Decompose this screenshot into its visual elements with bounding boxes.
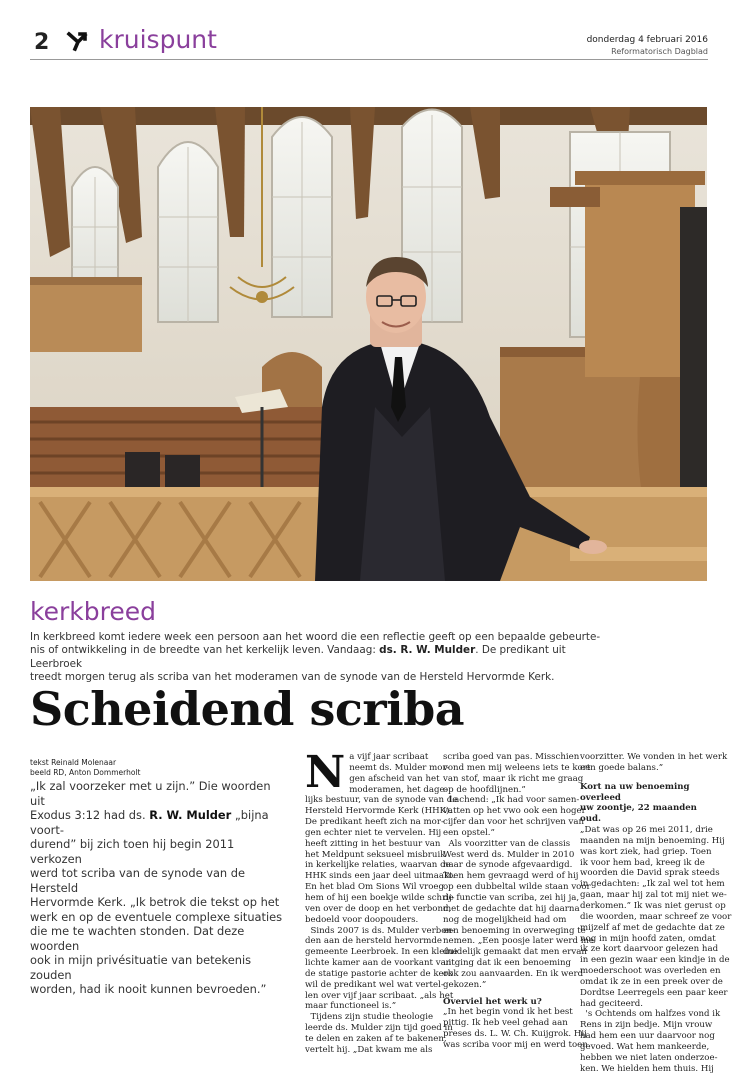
text-line: vond men mij weleens iets te kort [443, 762, 591, 773]
issue-date: donderdag 4 februari 2016 [586, 35, 708, 45]
text-line: het Meldpunt seksueel misbruik [305, 849, 446, 860]
interview-question: Overviel het werk u? [443, 996, 542, 1007]
text-line: heeft zitting in het bestuur van [305, 838, 441, 849]
text-line: ik voor hem bad, kreeg ik de [580, 857, 705, 868]
intro-line: nis of ontwikkeling in de breedte van het kerkelijk leven. Vandaag: [30, 644, 380, 657]
photo-credit: beeld RD, Anton Dommerholt [30, 768, 141, 777]
intro-line: treedt morgen terug als scriba van het moderamen van de synode van de Hersteld Hervormde Kerk. [30, 671, 555, 684]
lead-line: durend” bij zich toen hij begin 2011 verkozen [30, 837, 235, 866]
text-line: maar functioneel is.” [305, 1001, 397, 1012]
text-line: „Dat was op 26 mei 2011, drie [580, 825, 713, 836]
intro-line: In kerkbreed komt iedere week een persoon aan het woord die een reflectie geeft op een bepaalde gebeurte- [30, 631, 601, 643]
lead-person-name: R. W. Mulder [149, 808, 232, 822]
text-line: HHK sinds een jaar deel uitmaakt. [305, 871, 456, 882]
text-line: En het blad Om Sions Wil vroeg [305, 882, 444, 893]
article-photo [30, 107, 707, 581]
text-line: gevoed. Wat hem mankeerde, [580, 1041, 710, 1052]
text-line: gaan, maar hij zal tot mij niet we- [580, 890, 727, 901]
column-3-text [580, 752, 728, 774]
intro-line: . De predikant uit Leerbroek [30, 644, 566, 670]
kerkbreed-intro [30, 631, 610, 685]
text-line: was kort ziek, had griep. Toen [580, 846, 712, 857]
article-lead [30, 779, 285, 997]
text-line: neemt ds. Mulder mor- [349, 762, 450, 773]
text-line: woorden die David sprak steeds [580, 868, 720, 879]
text-line: vertelt hij. „Dat kwam me als [305, 1044, 433, 1055]
text-line: derkomen.” Ik was niet gerust op [580, 900, 726, 911]
text-line: een goede balans.” [580, 762, 664, 773]
text-line: len over vijf jaar scribaat. „als het [305, 990, 454, 1001]
page-number: 2 [34, 30, 50, 55]
text-line: in gedachten: „Ik zal wel tot hem [580, 879, 725, 890]
text-credit: tekst Reinald Molenaar [30, 758, 117, 767]
article-headline: Scheidend scriba [30, 682, 465, 736]
text-line: gen afscheid van het [349, 773, 440, 784]
text-line: a vijf jaar scribaat [349, 752, 429, 762]
article-column-2 [443, 752, 594, 1051]
text-line: Sinds 2007 is ds. Mulder verbon- [305, 925, 455, 936]
text-line: cijfer dan voor het schrijven van [443, 817, 585, 828]
text-line: wil de predikant wel wat vertel- [305, 979, 444, 990]
text-line: moderamen, het dage- [349, 784, 448, 795]
text-line: mijzelf af met de gedachte dat ze [580, 922, 725, 933]
text-line: gen echter niet te vervelen. Hij [305, 827, 442, 838]
text-line: op een dubbeltal wilde staan voor [443, 882, 591, 893]
column-2-text [443, 752, 594, 991]
lead-line: Exodus 3:12 had ds. [30, 808, 150, 822]
text-line: die woorden, maar schreef ze voor [580, 911, 732, 922]
text-line: ook zou aanvaarden. En ik werd [443, 968, 584, 979]
text-line: 's Ochtends om halfzes vond ik [580, 1009, 721, 1020]
text-line: den aan de hersteld hervormde [305, 936, 442, 947]
article-credits [30, 758, 140, 778]
column-3-text-continued [580, 825, 732, 1074]
text-line: Toen hem gevraagd werd of hij [443, 871, 579, 882]
text-line: lichte kamer aan de voorkant van [305, 958, 452, 969]
text-line: op de hoofdlijnen.” [443, 784, 526, 795]
text-line: uitging dat ik een benoeming [443, 958, 572, 969]
newspaper-name: Reformatorisch Dagblad [611, 47, 708, 56]
text-line: ken. We hielden hem thuis. Hij [580, 1063, 714, 1074]
text-line: maanden na mijn benoeming. Hij [580, 835, 725, 846]
text-line: in een gezin waar een kindje in de [580, 955, 730, 966]
intro-person-name: ds. R. W. Mulder [379, 644, 476, 657]
text-line: omdat ik ze in een preek over de [580, 976, 723, 987]
text-line: voorzitter. We vonden in het werk [580, 752, 728, 762]
text-line: De predikant heeft zich na mor- [305, 817, 444, 828]
lead-line: die me te wachten stonden. Dat deze woorden [30, 924, 245, 953]
text-line: van stof, maar ik richt me graag [443, 773, 584, 784]
article-column-3 [580, 752, 732, 1074]
interview-question: Kort na uw benoeming overleed [580, 781, 690, 803]
drop-cap: N [305, 747, 346, 798]
text-line: had hem een uur daarvoor nog [580, 1031, 715, 1042]
text-line: had geciteerd. [580, 998, 644, 1009]
text-line: hebben we niet laten onderzoe- [580, 1052, 718, 1063]
text-line: leerde ds. Mulder zijn tijd goed in [305, 1023, 453, 1034]
text-line: nemen. „Een poosje later werd me [443, 936, 594, 947]
text-line: ven over de doop en het verbond, [305, 903, 452, 914]
text-line: Dordtse Leerregels een paar keer [580, 987, 728, 998]
text-line: te delen en zaken af te bakenen, [305, 1033, 447, 1044]
text-line: een opstel.” [443, 827, 495, 838]
section-title: kruispunt [99, 25, 217, 54]
interview-question: uw zoontje, 22 maanden oud. [580, 803, 697, 825]
text-line: Als voorzitter van de classis [443, 838, 571, 849]
lead-line: werk en op de eventuele complexe situaties [30, 909, 283, 924]
kerkbreed-title: kerkbreed [30, 597, 156, 626]
article-column-1 [305, 747, 458, 1056]
column-1-text [305, 747, 458, 1056]
text-line: gemeente Leerbroek. In een kleine [305, 947, 458, 958]
text-line: scriba goed van pas. Misschien [443, 752, 580, 762]
crossroads-logo-icon [66, 30, 88, 52]
text-line: nog de mogelijkheid had om [443, 914, 567, 925]
text-line: hem of hij een boekje wilde schrij- [305, 892, 455, 903]
text-line: was scriba voor mij en werd toen [443, 1039, 588, 1050]
lead-line: „bijna voort- [30, 808, 269, 837]
lead-line: Hervormde Kerk. „Ik betrok die tekst op het [30, 895, 280, 909]
text-line: met de gedachte dat hij daarna [443, 903, 580, 914]
text-line: vatten op het vwo ook een hoger [443, 806, 586, 817]
text-line: Hersteld Hervormde Kerk (HHK). [305, 806, 453, 817]
text-line: bedoeld voor doopouders. [305, 914, 419, 925]
lead-line: „Ik zal voorzeker met u zijn.” Die woorden uit [30, 779, 271, 808]
text-line: in kerkelijke relaties, waarvan de [305, 860, 451, 871]
lead-line: werd tot scriba van de synode van de Hersteld [30, 866, 245, 895]
text-line: ik ze kort daarvoor gelezen had [580, 944, 719, 955]
text-line: West werd ds. Mulder in 2010 [443, 849, 575, 860]
text-line: een benoeming in overweging te [443, 925, 586, 936]
text-line: „In het begin vond ik het best [443, 1007, 573, 1018]
text-line: de functie van scriba, zei hij ja, [443, 892, 580, 903]
text-line: de statige pastorie achter de kerk [305, 968, 453, 979]
column-2-text-continued [443, 1007, 588, 1050]
text-line: Tijdens zijn studie theologie [305, 1012, 434, 1023]
header-rule [30, 59, 708, 60]
text-line: pittig. Ik heb veel gehad aan [443, 1018, 568, 1029]
text-line: preses ds. L. W. Ch. Kuijgrok. Hij [443, 1029, 587, 1040]
text-line: lijks bestuur, van de synode van de [305, 795, 458, 806]
lead-line: ook in mijn privésituatie van betekenis zouden [30, 953, 252, 982]
text-line: duidelijk gemaakt dat men ervan [443, 947, 587, 958]
text-line: Rens in zijn bedje. Mijn vrouw [580, 1020, 713, 1031]
text-line: naar de synode afgevaardigd. [443, 860, 573, 871]
text-line: Lachend: „Ik had voor samen- [443, 795, 580, 806]
lead-line: worden, had ik nooit kunnen bevroeden.” [30, 982, 267, 996]
text-line: moederschoot was overleden en [580, 966, 721, 977]
text-line: nog in mijn hoofd zaten, omdat [580, 933, 716, 944]
text-line: gekozen.” [443, 979, 487, 990]
